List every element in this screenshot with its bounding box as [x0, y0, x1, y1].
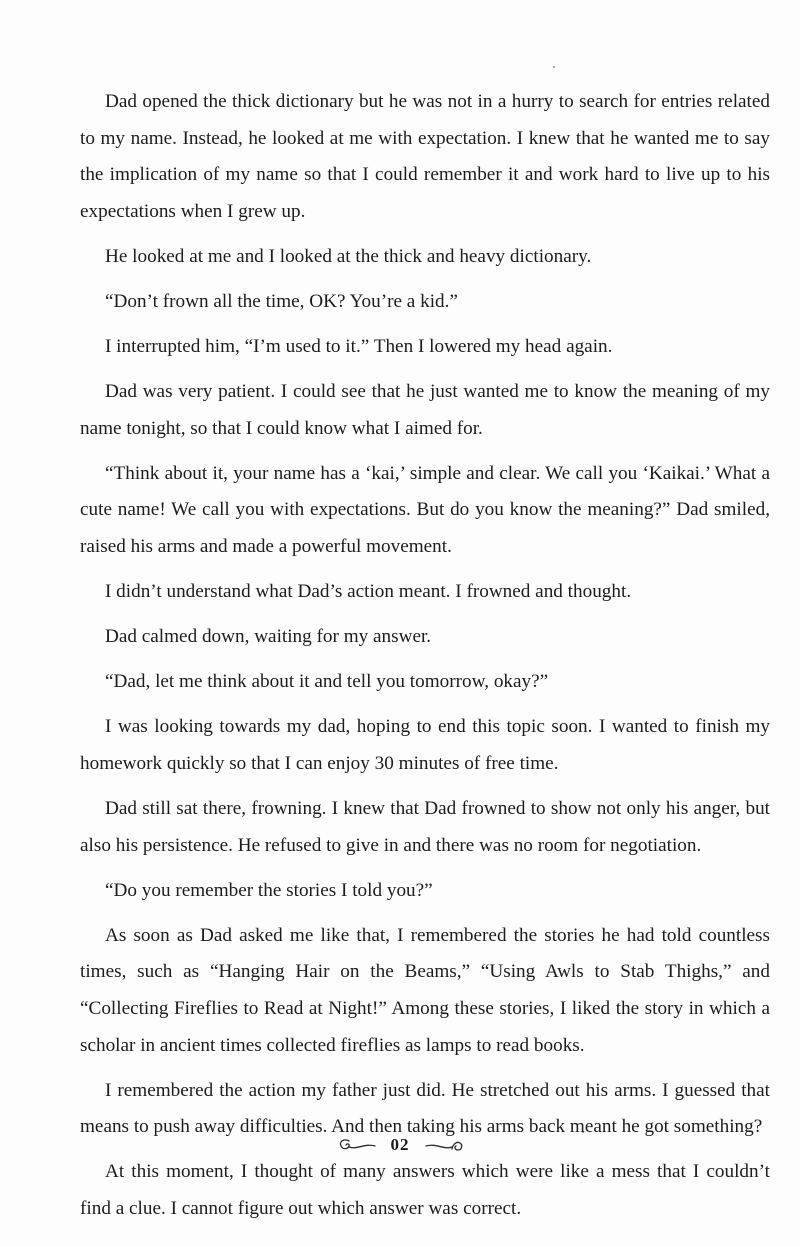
paragraph: At this moment, I thought of many answers which were like a mess that I couldn’t find a clue. I cannot figure out which answer was correct.: [80, 1161, 770, 1220]
paper-speck: [553, 66, 555, 68]
paragraph: I didn’t understand what Dad’s action meant. I frowned and thought.: [105, 581, 632, 603]
paragraph: I interrupted him, “I’m used to it.” Then I lowered my head again.: [105, 336, 613, 358]
swirl-right-icon: [424, 1137, 464, 1153]
paragraph: “Do you remember the stories I told you?”: [105, 879, 433, 901]
paragraph: Dad was very patient. I could see that he just wanted me to know the meaning of my name tonight, so that I could know what I aimed for.: [80, 381, 770, 439]
body-text: [80, 84, 770, 1236]
swirl-left-icon: [337, 1137, 377, 1153]
paragraph: I was looking towards my dad, hoping to end this topic soon. I wanted to finish my homework quickly so that I can enjoy 30 minutes of free time.: [80, 716, 770, 774]
paragraph: Dad opened the thick dictionary but he was not in a hurry to search for entries related to my name. Instead, he looked at me with expectation. I knew that he wanted me to say the implication of my name so that I could remember it and work hard to live up to his expectations when I grew up.: [80, 91, 770, 222]
page-footer: [0, 1135, 800, 1155]
paragraph: “Dad, let me think about it and tell you tomorrow, okay?”: [105, 671, 549, 693]
paragraph: I remembered the action my father just did. He stretched out his arms. I guessed that means to push away difficulties. And then taking his arms back meant he got something?: [80, 1079, 770, 1138]
page-number: 02: [390, 1135, 410, 1154]
paragraph: Dad still sat there, frowning. I knew that Dad frowned to show not only his anger, but also his persistence. He refused to give in and there was no room for negotiation.: [80, 798, 770, 856]
paragraph: He looked at me and I looked at the thick and heavy dictionary.: [105, 245, 592, 267]
paragraph: “Think about it, your name has a ‘kai,’ simple and clear. We call you ‘Kaikai.’ What a cute name! We call you with expectations. But do you know the meaning?” Dad smiled, raised his arms and made a powerful movement.: [80, 462, 770, 558]
paragraph: “Don’t frown all the time, OK? You’re a kid.”: [105, 290, 458, 312]
paragraph: Dad calmed down, waiting for my answer.: [105, 626, 432, 648]
paragraph: As soon as Dad asked me like that, I remembered the stories he had told countless times, such as “Hanging Hair on the Beams,” “Using Awls to Stab Thighs,” and “Collecting Fireflies to Read at Night!” Among these stories, I liked the story in which a scholar in ancient times collected fireflies as lamps to read books.: [80, 924, 770, 1056]
